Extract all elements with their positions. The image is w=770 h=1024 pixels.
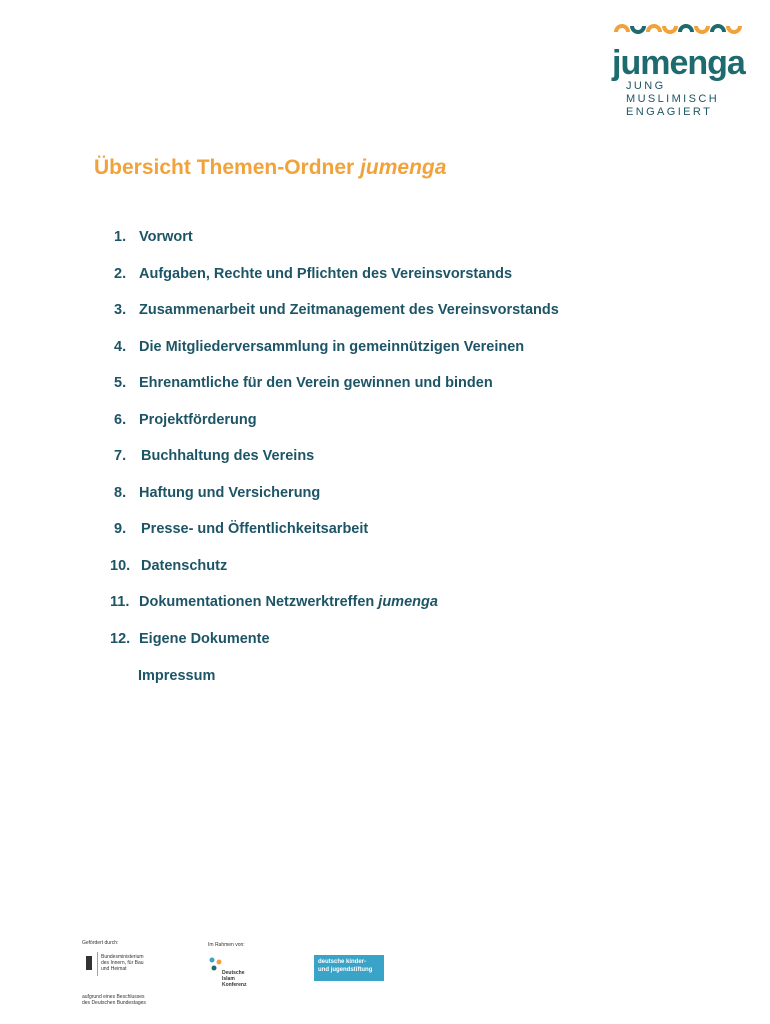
- toc-item-8[interactable]: 8. Haftung und Versicherung: [114, 485, 321, 501]
- logo-tagline-1: JUNG: [626, 80, 666, 92]
- ministry-line-1: Bundesministerium: [101, 954, 144, 960]
- toc-item-9[interactable]: 9. Presse- und Öffentlichkeitsarbeit: [114, 521, 369, 537]
- flag-bar: [97, 952, 98, 976]
- dkjs-logo: deutsche kinder- und jugendstiftung: [314, 955, 384, 981]
- framework-label: Im Rahmen von:: [208, 942, 245, 948]
- toc-item-10[interactable]: 10. Datenschutz: [110, 558, 228, 574]
- toc-item-4[interactable]: 4. Die Mitgliederversammlung in gemeinnützigen Vereinen: [114, 339, 525, 355]
- page-title: [94, 156, 446, 180]
- toc-item-12[interactable]: 12. Eigene Dokumente: [110, 631, 270, 647]
- toc-item-7[interactable]: 7. Buchhaltung des Vereins: [114, 448, 315, 464]
- title-brand: jumenga: [360, 156, 447, 179]
- jumenga-logo: [610, 18, 750, 118]
- toc-item-6[interactable]: 6. Projektförderung: [114, 412, 257, 428]
- resolution-line-1: aufgrund eines Beschlusses: [82, 994, 145, 1000]
- impressum-link[interactable]: Impressum: [138, 668, 216, 684]
- federal-eagle-icon: [84, 955, 94, 971]
- dik-line-2: Islam: [222, 976, 235, 982]
- toc-item-1[interactable]: 1. Vorwort: [114, 229, 193, 245]
- dik-line-3: Konferenz: [222, 982, 247, 988]
- logo-tagline-3: ENGAGIERT: [626, 106, 713, 118]
- title-prefix: Übersicht Themen-Ordner: [94, 156, 361, 179]
- toc-item-2[interactable]: 2. Aufgaben, Rechte und Pflichten des Vereinsvorstands: [114, 266, 513, 282]
- toc-item-11[interactable]: 11. Dokumentationen Netzwerktreffen jumenga: [110, 594, 438, 610]
- toc-item-3[interactable]: 3. Zusammenarbeit und Zeitmanagement des Vereinsvorstands: [114, 302, 559, 318]
- logo-tagline-2: MUSLIMISCH: [626, 93, 720, 105]
- funded-by-label: Gefördert durch:: [82, 940, 119, 946]
- ministry-line-2: des Innern, für Bau: [101, 960, 144, 966]
- logo-wordmark: jumenga: [612, 44, 745, 82]
- resolution-line-2: des Deutschen Bundestages: [82, 1000, 146, 1006]
- toc-item-5[interactable]: 5. Ehrenamtliche für den Verein gewinnen und binden: [114, 375, 493, 391]
- dik-line-1: Deutsche: [222, 970, 245, 976]
- footer-sponsors: [0, 930, 770, 1020]
- ministry-line-3: und Heimat: [101, 966, 127, 972]
